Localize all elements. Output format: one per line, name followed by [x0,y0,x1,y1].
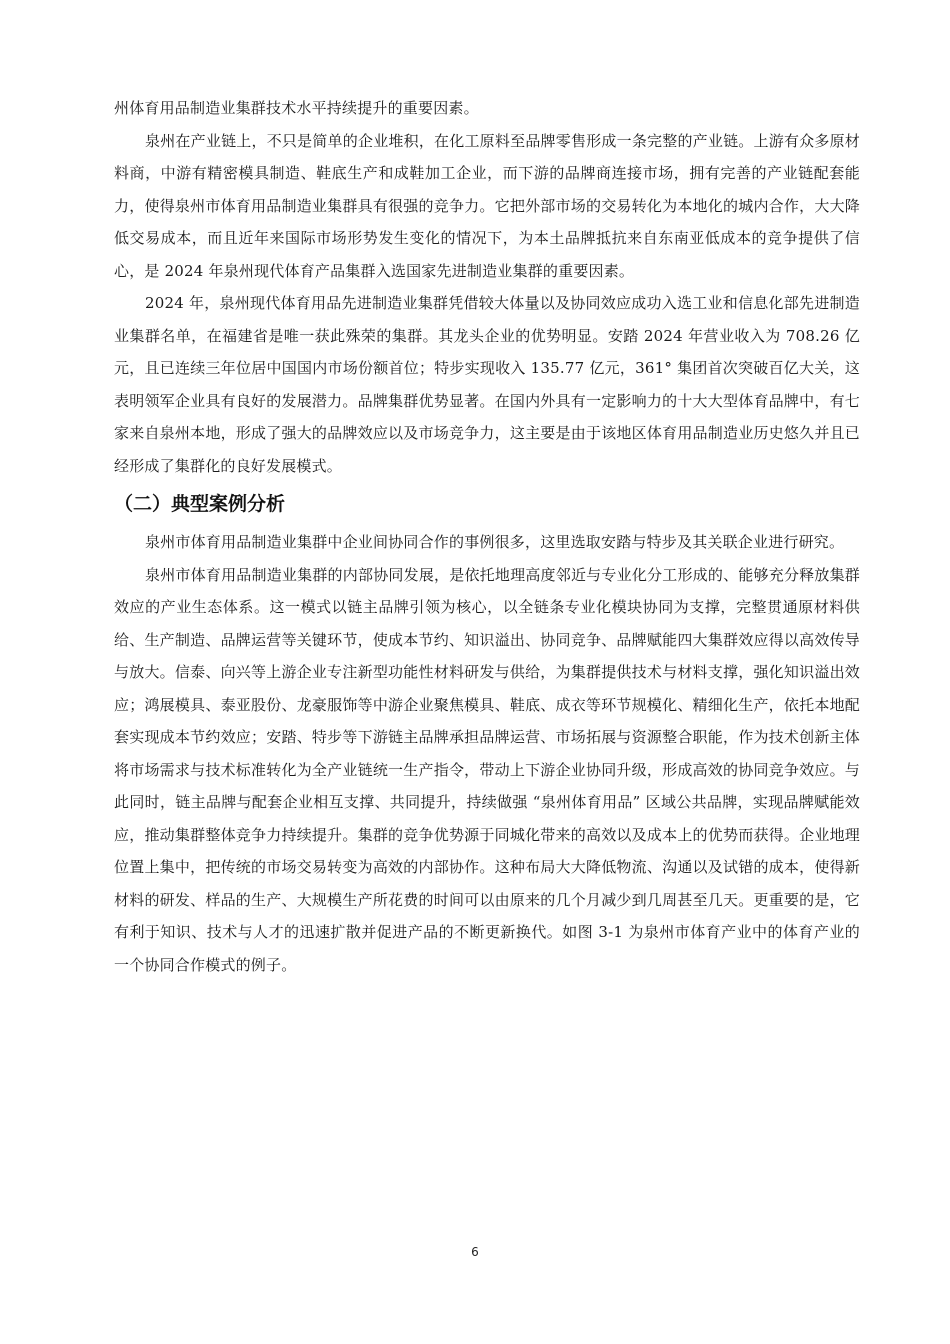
paragraph-case-intro: 泉州市体育用品制造业集群中企业间协同合作的事例很多，这里选取安踏与特步及其关联企业进行研究。 [145,533,845,551]
paragraph-industry-chain: 泉州在产业链上，不只是简单的企业堆积，在化工原料至品牌零售形成一条完整的产业链。上游有众多原材料商，中游有精密模具制造、鞋底生产和成鞋加工企业，而下游的品牌商连接市场，拥有完善的产业链配套能力，使得泉州市体育用品制造业集群具有很强的竞争力。它把外部市场的交易转化为本地化的城内合作，大大降低交易成本，而且近年来国际市场形势发生变化的情况下，为本土品牌抵抗来自东南亚低成本的竞争提供了信心，是 2024 年泉州现代体育产品集群入选国家先进制造业集群的重要因素。 [114,131,860,280]
paragraph-continuation: 州体育用品制造业集群技术水平持续提升的重要因素。 [114,99,479,117]
section-heading: （二）典型案例分析 [114,493,286,515]
document-page [114,92,860,981]
paragraph-case-analysis: 泉州市体育用品制造业集群的内部协同发展，是依托地理高度邻近与专业化分工形成的、能够充分释放集群效应的产业生态体系。这一模式以链主品牌引领为核心，以全链条专业化模块协同为支撑，完整贯通原材料供给、生产制造、品牌运营等关键环节，使成本节约、知识溢出、协同竞争、品牌赋能四大集群效应得以高效传导与放大。信泰、向兴等上游企业专注新型功能性材料研发与供给，为集群提供技术与材料支撑，强化知识溢出效应；鸿展模具、泰亚股份、龙豪服饰等中游企业聚焦模具、鞋底、成衣等环节规模化、精细化生产，依托本地配套实现成本节约效应；安踏、特步等下游链主品牌承担品牌运营、市场拓展与资源整合职能，作为技术创新主体将市场需求与技术标准转化为全产业链统一生产指令，带动上下游企业协同升级，形成高效的协同竞争效应。与此同时，链主品牌与配套企业相互支撑、共同提升，持续做强 “泉州体育用品” 区域公共品牌，实现品牌赋能效应，推动集群整体竞争力持续提升。集群的竞争优势源于同城化带来的高效以及成本上的优势而获得。企业地理位置上集中，把传统的市场交易转变为高效的内部协作。这种布局大大降低物流、沟通以及试错的成本，使得新材料的研发、样品的生产、大规模生产所花费的时间可以由原来的几个月减少到几周甚至几天。更重要的是，它有利于知识、技术与人才的迅速扩散并促进产品的不断更新换代。如图 3-1 为泉州市体育产业中的体育产业的一个协同合作模式的例子。 [114,565,860,974]
page-number: 6 [471,1245,479,1259]
paragraph-cluster-2024: 2024 年，泉州现代体育用品先进制造业集群凭借较大体量以及协同效应成功入选工业和信息化部先进制造业集群名单，在福建省是唯一获此殊荣的集群。其龙头企业的优势明显。安踏 2024 年营业收入为 708.26 亿元，且已连续三年位居中国国内市场份额首位；特步实现收入 135.77 亿元，361° 集团首次突破百亿大关，这表明领军企业具有良好的发展潜力。品牌集群优势显著。在国内外具有一定影响力的十大大型体育品牌中，有七家来自泉州本地，形成了强大的品牌效应以及市场竞争力，这主要是由于该地区体育用品制造业历史悠久并且已经形成了集群化的良好发展模式。 [114,294,860,475]
